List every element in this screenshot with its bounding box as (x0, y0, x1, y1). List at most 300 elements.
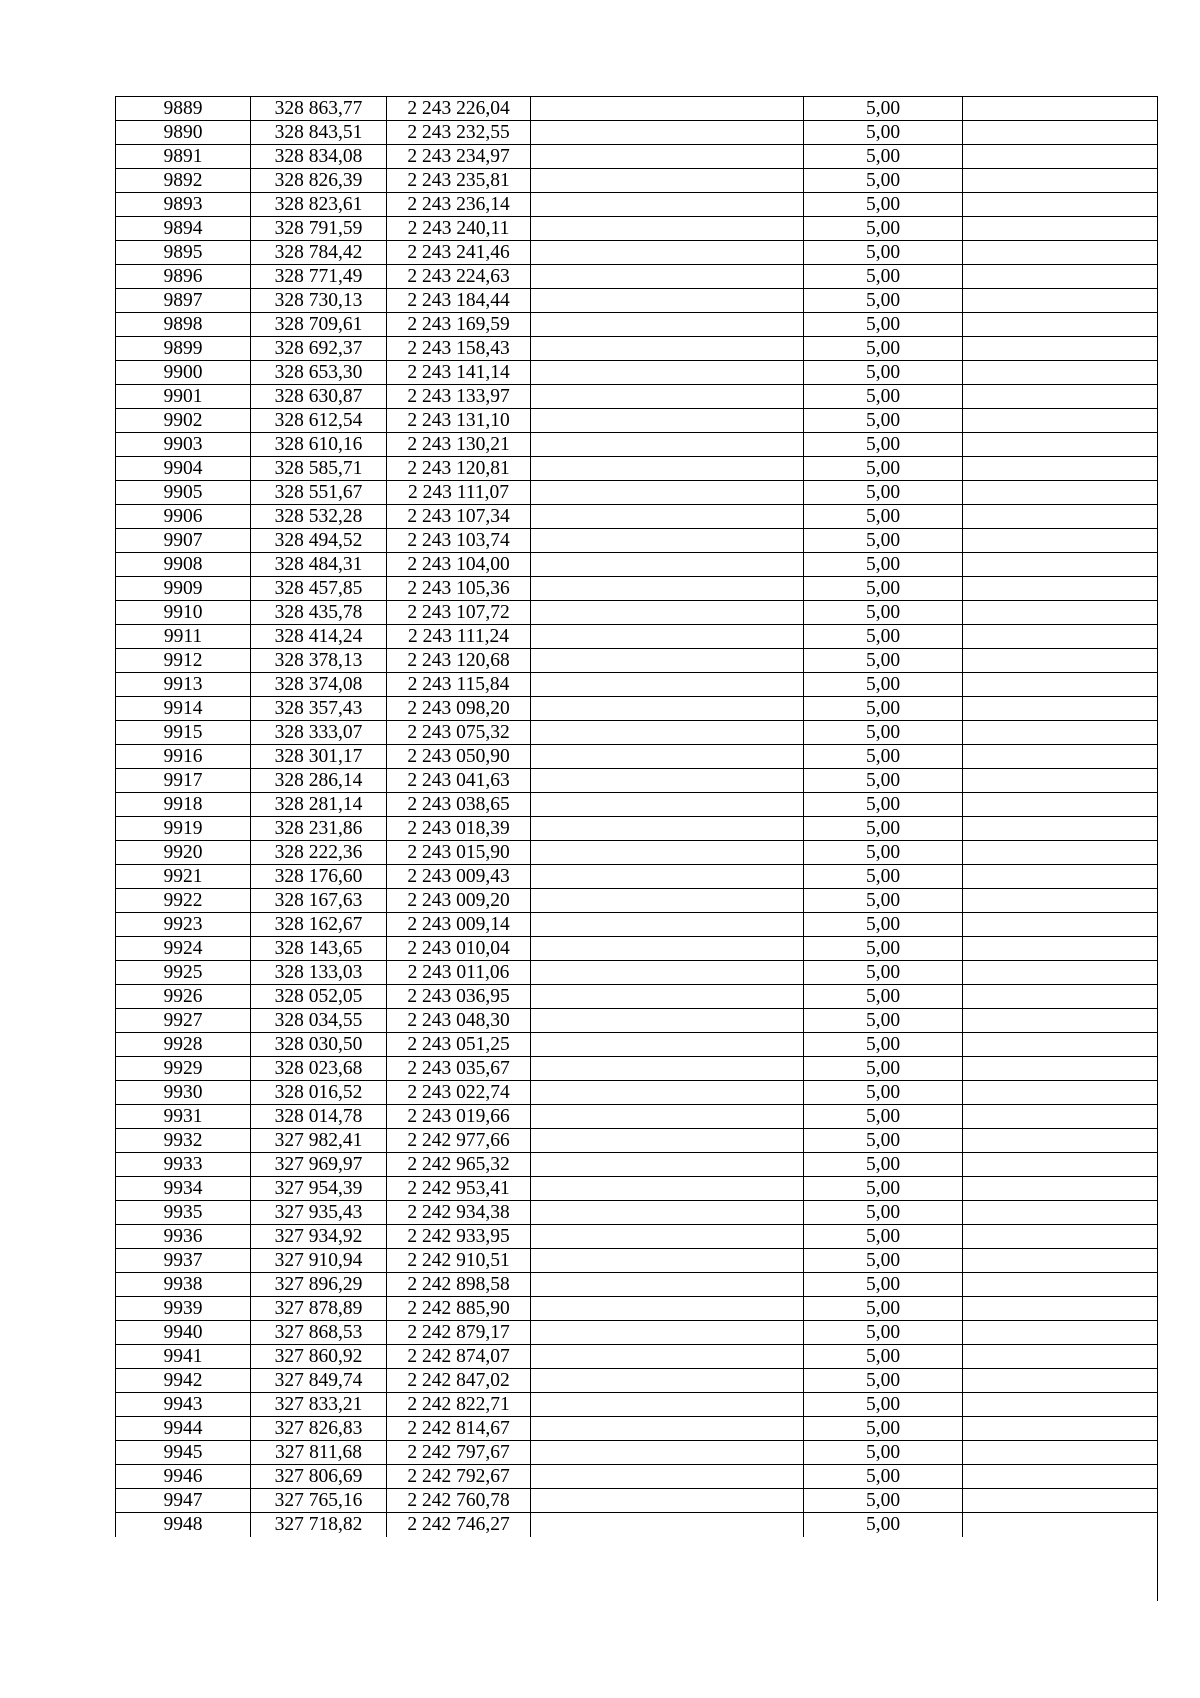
table-row (116, 409, 1158, 433)
y-coordinate-cell: 2 243 022,74 (387, 1081, 531, 1105)
empty-cell (531, 697, 804, 721)
y-coordinate-cell: 2 242 847,02 (387, 1369, 531, 1393)
value-cell: 5,00 (804, 1393, 963, 1417)
x-coordinate-cell: 328 133,03 (251, 961, 387, 985)
value-cell: 5,00 (804, 1153, 963, 1177)
value-cell: 5,00 (804, 1033, 963, 1057)
value-cell: 5,00 (804, 1441, 963, 1465)
x-coordinate-cell: 328 585,71 (251, 457, 387, 481)
x-coordinate-cell: 328 457,85 (251, 577, 387, 601)
point-number-cell: 9902 (116, 409, 251, 433)
empty-cell (963, 1273, 1158, 1297)
empty-cell (963, 673, 1158, 697)
point-number-cell: 9907 (116, 529, 251, 553)
empty-cell (963, 1489, 1158, 1513)
point-number-cell: 9926 (116, 985, 251, 1009)
y-coordinate-cell: 2 243 133,97 (387, 385, 531, 409)
point-number-cell: 9925 (116, 961, 251, 985)
empty-cell (963, 817, 1158, 841)
empty-cell (531, 889, 804, 913)
empty-cell (963, 97, 1158, 121)
point-number-cell: 9921 (116, 865, 251, 889)
value-cell: 5,00 (804, 1201, 963, 1225)
empty-cell (531, 1129, 804, 1153)
point-number-cell: 9918 (116, 793, 251, 817)
table-row (116, 913, 1158, 937)
value-cell: 5,00 (804, 289, 963, 313)
empty-cell (531, 241, 804, 265)
value-cell: 5,00 (804, 529, 963, 553)
value-cell: 5,00 (804, 913, 963, 937)
point-number-cell: 9948 (116, 1513, 251, 1537)
x-coordinate-cell: 327 849,74 (251, 1369, 387, 1393)
y-coordinate-cell: 2 243 240,11 (387, 217, 531, 241)
empty-cell (963, 721, 1158, 745)
empty-cell (531, 841, 804, 865)
empty-cell (531, 793, 804, 817)
table-row (116, 745, 1158, 769)
point-number-cell: 9905 (116, 481, 251, 505)
empty-cell (531, 145, 804, 169)
point-number-cell: 9897 (116, 289, 251, 313)
empty-cell (531, 553, 804, 577)
table-row (116, 481, 1158, 505)
x-coordinate-cell: 327 860,92 (251, 1345, 387, 1369)
empty-cell (963, 625, 1158, 649)
table-row (116, 457, 1158, 481)
y-coordinate-cell: 2 242 934,38 (387, 1201, 531, 1225)
y-coordinate-cell: 2 242 885,90 (387, 1297, 531, 1321)
empty-cell (963, 601, 1158, 625)
x-coordinate-cell: 327 765,16 (251, 1489, 387, 1513)
point-number-cell: 9914 (116, 697, 251, 721)
empty-cell (531, 1273, 804, 1297)
table-row (116, 1177, 1158, 1201)
empty-cell (531, 121, 804, 145)
table-row (116, 553, 1158, 577)
empty-cell (531, 385, 804, 409)
empty-cell (531, 505, 804, 529)
value-cell: 5,00 (804, 337, 963, 361)
empty-cell (531, 1321, 804, 1345)
empty-cell (963, 505, 1158, 529)
table-row (116, 1009, 1158, 1033)
empty-cell (531, 1201, 804, 1225)
y-coordinate-cell: 2 243 241,46 (387, 241, 531, 265)
value-cell: 5,00 (804, 1369, 963, 1393)
y-coordinate-cell: 2 243 131,10 (387, 409, 531, 433)
table-row (116, 1345, 1158, 1369)
y-coordinate-cell: 2 243 041,63 (387, 769, 531, 793)
y-coordinate-cell: 2 243 120,68 (387, 649, 531, 673)
value-cell: 5,00 (804, 193, 963, 217)
x-coordinate-cell: 327 811,68 (251, 1441, 387, 1465)
point-number-cell: 9924 (116, 937, 251, 961)
table-row (116, 529, 1158, 553)
value-cell: 5,00 (804, 1345, 963, 1369)
empty-cell (963, 1153, 1158, 1177)
point-number-cell: 9927 (116, 1009, 251, 1033)
point-number-cell: 9940 (116, 1321, 251, 1345)
x-coordinate-cell: 328 532,28 (251, 505, 387, 529)
value-cell: 5,00 (804, 385, 963, 409)
x-coordinate-cell: 328 730,13 (251, 289, 387, 313)
empty-cell (531, 337, 804, 361)
empty-cell (531, 1081, 804, 1105)
point-number-cell: 9929 (116, 1057, 251, 1081)
point-number-cell: 9916 (116, 745, 251, 769)
y-coordinate-cell: 2 242 965,32 (387, 1153, 531, 1177)
y-coordinate-cell: 2 243 111,24 (387, 625, 531, 649)
y-coordinate-cell: 2 243 009,14 (387, 913, 531, 937)
empty-cell (963, 913, 1158, 937)
y-coordinate-cell: 2 242 822,71 (387, 1393, 531, 1417)
x-coordinate-cell: 328 333,07 (251, 721, 387, 745)
value-cell: 5,00 (804, 1177, 963, 1201)
x-coordinate-cell: 327 954,39 (251, 1177, 387, 1201)
table-row (116, 241, 1158, 265)
empty-cell (531, 1153, 804, 1177)
value-cell: 5,00 (804, 313, 963, 337)
empty-cell (531, 313, 804, 337)
point-number-cell: 9901 (116, 385, 251, 409)
empty-cell (963, 1321, 1158, 1345)
x-coordinate-cell: 327 718,82 (251, 1513, 387, 1537)
empty-cell (963, 1345, 1158, 1369)
empty-cell (531, 289, 804, 313)
x-coordinate-cell: 328 143,65 (251, 937, 387, 961)
empty-cell (531, 1417, 804, 1441)
empty-cell (963, 985, 1158, 1009)
empty-cell (963, 217, 1158, 241)
table-row (116, 1465, 1158, 1489)
x-coordinate-cell: 328 016,52 (251, 1081, 387, 1105)
table-row (116, 697, 1158, 721)
table-row (116, 649, 1158, 673)
point-number-cell: 9910 (116, 601, 251, 625)
empty-cell (963, 1177, 1158, 1201)
point-number-cell: 9915 (116, 721, 251, 745)
point-number-cell: 9923 (116, 913, 251, 937)
value-cell: 5,00 (804, 961, 963, 985)
table-row (116, 817, 1158, 841)
x-coordinate-cell: 328 281,14 (251, 793, 387, 817)
empty-cell (531, 985, 804, 1009)
value-cell: 5,00 (804, 649, 963, 673)
value-cell: 5,00 (804, 1273, 963, 1297)
y-coordinate-cell: 2 243 236,14 (387, 193, 531, 217)
y-coordinate-cell: 2 243 011,06 (387, 961, 531, 985)
value-cell: 5,00 (804, 241, 963, 265)
y-coordinate-cell: 2 243 224,63 (387, 265, 531, 289)
x-coordinate-cell: 328 357,43 (251, 697, 387, 721)
point-number-cell: 9891 (116, 145, 251, 169)
empty-cell (531, 745, 804, 769)
y-coordinate-cell: 2 243 184,44 (387, 289, 531, 313)
table-row (116, 337, 1158, 361)
x-coordinate-cell: 328 414,24 (251, 625, 387, 649)
empty-cell (963, 937, 1158, 961)
empty-cell (531, 481, 804, 505)
x-coordinate-cell: 327 982,41 (251, 1129, 387, 1153)
table-row (116, 1225, 1158, 1249)
coordinate-table-body (116, 97, 1158, 1537)
coordinate-table (115, 96, 1158, 1537)
empty-cell (963, 961, 1158, 985)
y-coordinate-cell: 2 243 120,81 (387, 457, 531, 481)
table-row (116, 673, 1158, 697)
empty-cell (963, 241, 1158, 265)
table-row (116, 385, 1158, 409)
value-cell: 5,00 (804, 265, 963, 289)
table-row (116, 769, 1158, 793)
value-cell: 5,00 (804, 937, 963, 961)
empty-cell (531, 721, 804, 745)
x-coordinate-cell: 328 222,36 (251, 841, 387, 865)
empty-cell (963, 1249, 1158, 1273)
point-number-cell: 9893 (116, 193, 251, 217)
table-row (116, 1057, 1158, 1081)
table-row (116, 1489, 1158, 1513)
table-row (116, 1417, 1158, 1441)
empty-cell (531, 1033, 804, 1057)
x-coordinate-cell: 328 162,67 (251, 913, 387, 937)
y-coordinate-cell: 2 243 103,74 (387, 529, 531, 553)
x-coordinate-cell: 328 630,87 (251, 385, 387, 409)
value-cell: 5,00 (804, 97, 963, 121)
empty-cell (531, 577, 804, 601)
point-number-cell: 9942 (116, 1369, 251, 1393)
point-number-cell: 9913 (116, 673, 251, 697)
point-number-cell: 9937 (116, 1249, 251, 1273)
empty-cell (531, 1465, 804, 1489)
value-cell: 5,00 (804, 1105, 963, 1129)
table-row (116, 1081, 1158, 1105)
table-row (116, 265, 1158, 289)
y-coordinate-cell: 2 242 746,27 (387, 1513, 531, 1537)
table-row (116, 289, 1158, 313)
empty-cell (963, 553, 1158, 577)
x-coordinate-cell: 328 653,30 (251, 361, 387, 385)
x-coordinate-cell: 328 863,77 (251, 97, 387, 121)
empty-cell (963, 1513, 1158, 1537)
table-row (116, 577, 1158, 601)
value-cell: 5,00 (804, 169, 963, 193)
table-row (116, 361, 1158, 385)
table-row (116, 1369, 1158, 1393)
y-coordinate-cell: 2 243 158,43 (387, 337, 531, 361)
empty-cell (531, 169, 804, 193)
empty-cell (531, 1225, 804, 1249)
table-row (116, 169, 1158, 193)
table-row (116, 1297, 1158, 1321)
table-row (116, 1153, 1158, 1177)
point-number-cell: 9898 (116, 313, 251, 337)
empty-cell (531, 97, 804, 121)
point-number-cell: 9928 (116, 1033, 251, 1057)
empty-cell (531, 1393, 804, 1417)
value-cell: 5,00 (804, 841, 963, 865)
table-row (116, 601, 1158, 625)
table-row (116, 1129, 1158, 1153)
empty-cell (531, 433, 804, 457)
value-cell: 5,00 (804, 145, 963, 169)
y-coordinate-cell: 2 243 038,65 (387, 793, 531, 817)
y-coordinate-cell: 2 243 141,14 (387, 361, 531, 385)
y-coordinate-cell: 2 243 009,43 (387, 865, 531, 889)
empty-cell (531, 673, 804, 697)
table-row (116, 889, 1158, 913)
value-cell: 5,00 (804, 1489, 963, 1513)
empty-cell (963, 409, 1158, 433)
x-coordinate-cell: 328 484,31 (251, 553, 387, 577)
empty-cell (531, 649, 804, 673)
y-coordinate-cell: 2 243 010,04 (387, 937, 531, 961)
point-number-cell: 9945 (116, 1441, 251, 1465)
value-cell: 5,00 (804, 553, 963, 577)
table-row (116, 1513, 1158, 1537)
y-coordinate-cell: 2 242 977,66 (387, 1129, 531, 1153)
point-number-cell: 9889 (116, 97, 251, 121)
x-coordinate-cell: 328 286,14 (251, 769, 387, 793)
empty-cell (531, 1297, 804, 1321)
empty-cell (531, 625, 804, 649)
empty-cell (963, 1033, 1158, 1057)
empty-cell (963, 385, 1158, 409)
y-coordinate-cell: 2 243 115,84 (387, 673, 531, 697)
point-number-cell: 9903 (116, 433, 251, 457)
table-row (116, 961, 1158, 985)
x-coordinate-cell: 328 823,61 (251, 193, 387, 217)
y-coordinate-cell: 2 243 107,34 (387, 505, 531, 529)
empty-cell (963, 1105, 1158, 1129)
x-coordinate-cell: 327 969,97 (251, 1153, 387, 1177)
value-cell: 5,00 (804, 793, 963, 817)
table-row (116, 121, 1158, 145)
point-number-cell: 9943 (116, 1393, 251, 1417)
point-number-cell: 9919 (116, 817, 251, 841)
value-cell: 5,00 (804, 1249, 963, 1273)
table-row (116, 433, 1158, 457)
y-coordinate-cell: 2 243 098,20 (387, 697, 531, 721)
coordinate-table-page (115, 96, 1158, 1601)
empty-cell (963, 121, 1158, 145)
value-cell: 5,00 (804, 601, 963, 625)
point-number-cell: 9894 (116, 217, 251, 241)
value-cell: 5,00 (804, 409, 963, 433)
x-coordinate-cell: 327 878,89 (251, 1297, 387, 1321)
y-coordinate-cell: 2 243 019,66 (387, 1105, 531, 1129)
x-coordinate-cell: 328 231,86 (251, 817, 387, 841)
x-coordinate-cell: 328 612,54 (251, 409, 387, 433)
x-coordinate-cell: 327 826,83 (251, 1417, 387, 1441)
value-cell: 5,00 (804, 1225, 963, 1249)
empty-cell (963, 529, 1158, 553)
point-number-cell: 9892 (116, 169, 251, 193)
value-cell: 5,00 (804, 457, 963, 481)
value-cell: 5,00 (804, 433, 963, 457)
empty-cell (531, 529, 804, 553)
empty-cell (963, 649, 1158, 673)
empty-cell (531, 409, 804, 433)
point-number-cell: 9931 (116, 1105, 251, 1129)
empty-cell (963, 1465, 1158, 1489)
x-coordinate-cell: 328 014,78 (251, 1105, 387, 1129)
x-coordinate-cell: 328 692,37 (251, 337, 387, 361)
table-row (116, 145, 1158, 169)
x-coordinate-cell: 328 030,50 (251, 1033, 387, 1057)
point-number-cell: 9938 (116, 1273, 251, 1297)
point-number-cell: 9908 (116, 553, 251, 577)
x-coordinate-cell: 328 843,51 (251, 121, 387, 145)
x-coordinate-cell: 328 610,16 (251, 433, 387, 457)
x-coordinate-cell: 328 551,67 (251, 481, 387, 505)
value-cell: 5,00 (804, 769, 963, 793)
y-coordinate-cell: 2 242 898,58 (387, 1273, 531, 1297)
empty-cell (963, 169, 1158, 193)
y-coordinate-cell: 2 243 234,97 (387, 145, 531, 169)
empty-cell (531, 817, 804, 841)
x-coordinate-cell: 328 378,13 (251, 649, 387, 673)
point-number-cell: 9947 (116, 1489, 251, 1513)
empty-cell (963, 793, 1158, 817)
point-number-cell: 9906 (116, 505, 251, 529)
point-number-cell: 9920 (116, 841, 251, 865)
table-row (116, 1249, 1158, 1273)
empty-cell (963, 841, 1158, 865)
value-cell: 5,00 (804, 889, 963, 913)
empty-cell (963, 1009, 1158, 1033)
table-row (116, 313, 1158, 337)
table-row (116, 1201, 1158, 1225)
empty-cell (963, 745, 1158, 769)
y-coordinate-cell: 2 242 760,78 (387, 1489, 531, 1513)
empty-cell (531, 1489, 804, 1513)
value-cell: 5,00 (804, 1417, 963, 1441)
y-coordinate-cell: 2 243 048,30 (387, 1009, 531, 1033)
table-row (116, 841, 1158, 865)
table-row (116, 505, 1158, 529)
table-row (116, 1441, 1158, 1465)
empty-cell (963, 1201, 1158, 1225)
empty-cell (963, 697, 1158, 721)
x-coordinate-cell: 327 934,92 (251, 1225, 387, 1249)
point-number-cell: 9936 (116, 1225, 251, 1249)
point-number-cell: 9939 (116, 1297, 251, 1321)
empty-cell (531, 1513, 804, 1537)
x-coordinate-cell: 327 806,69 (251, 1465, 387, 1489)
table-row (116, 937, 1158, 961)
point-number-cell: 9932 (116, 1129, 251, 1153)
point-number-cell: 9912 (116, 649, 251, 673)
empty-cell (531, 913, 804, 937)
y-coordinate-cell: 2 242 814,67 (387, 1417, 531, 1441)
empty-cell (963, 481, 1158, 505)
value-cell: 5,00 (804, 1297, 963, 1321)
y-coordinate-cell: 2 242 933,95 (387, 1225, 531, 1249)
table-row (116, 1321, 1158, 1345)
empty-cell (531, 1177, 804, 1201)
empty-cell (963, 577, 1158, 601)
y-coordinate-cell: 2 243 226,04 (387, 97, 531, 121)
y-coordinate-cell: 2 243 035,67 (387, 1057, 531, 1081)
value-cell: 5,00 (804, 1513, 963, 1537)
point-number-cell: 9900 (116, 361, 251, 385)
empty-cell (531, 361, 804, 385)
value-cell: 5,00 (804, 985, 963, 1009)
table-row (116, 97, 1158, 121)
x-coordinate-cell: 328 791,59 (251, 217, 387, 241)
